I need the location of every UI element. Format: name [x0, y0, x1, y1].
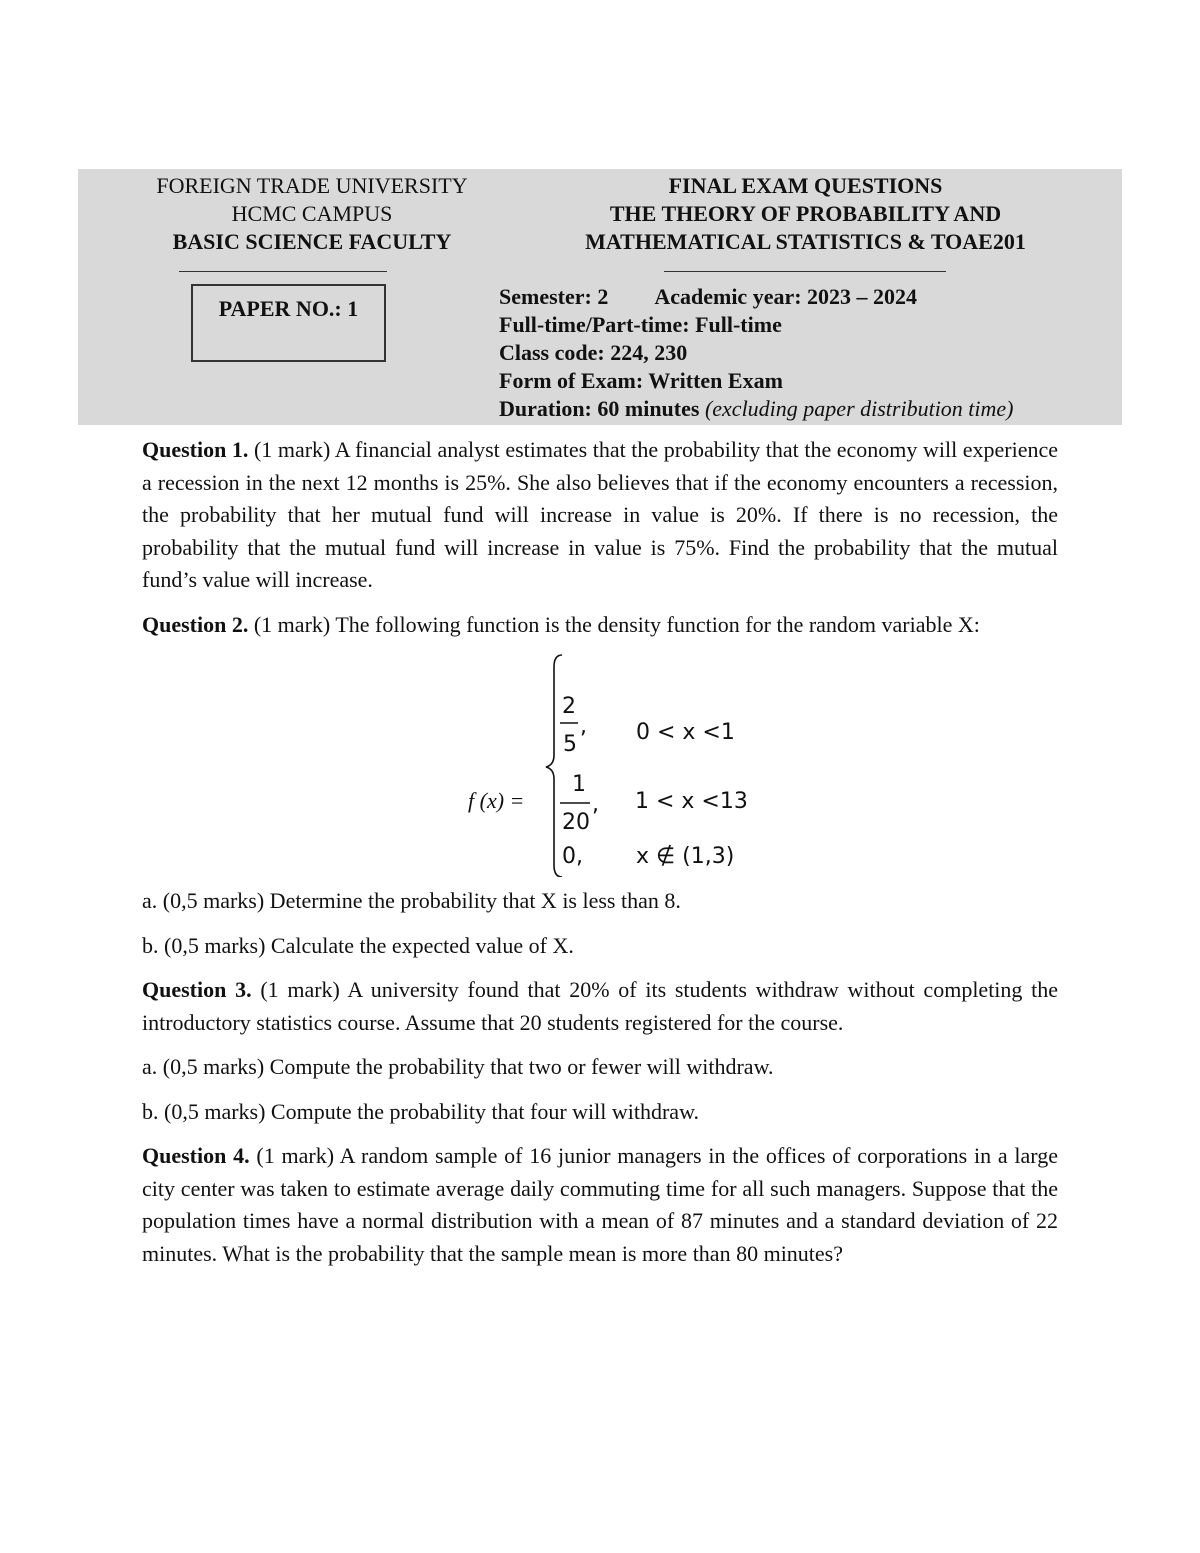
- study-mode: Full-time/Part-time: Full-time: [499, 312, 782, 337]
- left-divider: [179, 271, 387, 272]
- paper-number: PAPER NO.: 1: [218, 296, 359, 321]
- campus-name: HCMC CAMPUS: [231, 201, 393, 226]
- question-1-title: Question 1.: [142, 437, 249, 462]
- case2-condition: 1 < x <13: [635, 789, 748, 814]
- subject-line-2: MATHEMATICAL STATISTICS & TOAE201: [585, 229, 1026, 254]
- question-4-text: (1 mark) A random sample of 16 junior managers in the offices of corporations in a large city center was taken to estimate average daily commuting time for all such managers. Suppose that the population times have a normal distribution with a mean of 87 minutes and a standard deviation of 22 minutes. What is the probability that the sample mean is more than 80 minutes?: [142, 1143, 1058, 1266]
- university-name: FOREIGN TRADE UNIVERSITY: [156, 173, 468, 198]
- question-3-part-a: a. (0,5 marks) Compute the probability that two or fewer will withdraw.: [142, 1054, 774, 1079]
- institution-block: [78, 172, 546, 256]
- duration-row: [499, 395, 1119, 423]
- case1-comma: ,: [580, 714, 587, 739]
- density-function-formula: [142, 645, 1058, 877]
- academic-year: Academic year: 2023 – 2024: [654, 284, 918, 309]
- exam-content: [142, 434, 1058, 1282]
- density-function-svg: [142, 645, 1058, 877]
- case2-numerator: 1: [572, 772, 586, 797]
- left-brace: [546, 655, 562, 877]
- semester-row: [499, 283, 1119, 311]
- question-3: [142, 974, 1058, 1039]
- exam-header: [78, 169, 1122, 425]
- subject-line-1: THE THEORY OF PROBABILITY AND: [609, 201, 1002, 226]
- case2-comma: ,: [592, 792, 599, 817]
- case1-denominator: 5: [563, 732, 577, 757]
- question-1-text: (1 mark) A financial analyst estimates that the probability that the economy will experience a recession in the next 12 months is 25%. She also believes that if the economy encounters a recession, the probability that her mutual fund will increase in value is 20%. If there is no recession, the probability that the mutual fund will increase in value is 75%. Find the probability that the mutual fund’s value will increase.: [142, 437, 1059, 592]
- case3-condition: x ∉ (1,3): [636, 844, 735, 869]
- paper-number-box: [191, 284, 386, 362]
- question-4-title: Question 4.: [142, 1143, 250, 1168]
- right-divider: [664, 271, 946, 272]
- question-3-text: (1 mark) A university found that 20% of its students withdraw without completing the introductory statistics course. Assume that 20 students registered for the course.: [142, 977, 1059, 1035]
- question-2: [142, 609, 1058, 642]
- duration-note: (excluding paper distribution time): [704, 396, 1014, 421]
- case2-denominator: 20: [562, 810, 590, 835]
- faculty-name: BASIC SCIENCE FACULTY: [172, 229, 452, 254]
- question-4: [142, 1140, 1058, 1270]
- question-3-part-b: b. (0,5 marks) Compute the probability that four will withdraw.: [142, 1098, 700, 1124]
- class-code: Class code: 224, 230: [499, 340, 688, 365]
- question-2-part-a: a. (0,5 marks) Determine the probability that X is less than 8.: [142, 888, 681, 913]
- question-2-title: Question 2.: [142, 611, 249, 637]
- case1-numerator: 2: [562, 694, 576, 719]
- question-2-part-b: b. (0,5 marks) Calculate the expected value of X.: [142, 932, 574, 958]
- case3-value: 0,: [562, 844, 583, 869]
- exam-info: [499, 283, 1119, 423]
- exam-title-block: [533, 172, 1078, 256]
- duration: Duration: 60 minutes: [499, 396, 700, 421]
- semester: Semester: 2: [499, 284, 609, 309]
- question-1: [142, 434, 1058, 597]
- exam-title: FINAL EXAM QUESTIONS: [668, 173, 943, 198]
- case1-condition: 0 < x <1: [636, 720, 735, 745]
- formula-lhs: f (x) =: [468, 788, 525, 813]
- question-2-text: (1 mark) The following function is the density function for the random variable X:: [253, 611, 980, 637]
- question-3-title: Question 3.: [142, 977, 252, 1002]
- exam-form: Form of Exam: Written Exam: [499, 368, 783, 393]
